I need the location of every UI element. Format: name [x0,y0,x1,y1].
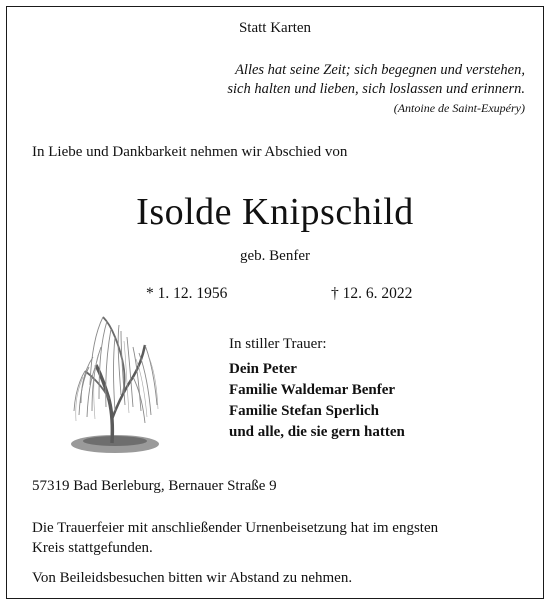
quote-line-1: Alles hat seine Zeit; sich begegnen und verstehen, [235,62,525,78]
funeral-info-line-2: Kreis stattgefunden. [32,540,153,556]
intro-text: In Liebe und Dankbarkeit nehmen wir Abschied von [32,144,348,160]
quote-source: (Antoine de Saint-Exupéry) [393,101,525,115]
maiden-name: geb. Benfer [240,248,310,264]
funeral-info-line-1: Die Trauerfeier mit anschließender Urnenbeisetzung hat im engsten [32,520,439,536]
death-date: † 12. 6. 2022 [331,285,413,302]
mourning-label: In stiller Trauer: [229,336,327,352]
mourner-name: und alle, die sie gern hatten [229,424,405,440]
mourner-name: Familie Waldemar Benfer [229,382,396,398]
mourner-name: Familie Stefan Sperlich [229,403,379,419]
quote-line-2: sich halten und lieben, sich loslassen und erinnern. [227,81,525,97]
header-statt-karten: Statt Karten [238,20,312,36]
birth-date: * 1. 12. 1956 [146,285,228,302]
weeping-willow-tree-icon [63,307,167,457]
funeral-info [32,518,502,558]
mourner-name: Dein Peter [229,361,297,377]
deceased-name: Isolde Knipschild [136,191,414,233]
quote-block [227,61,525,118]
family-address: 57319 Bad Berleburg, Bernauer Straße 9 [32,478,277,494]
obituary-card [6,6,544,599]
condolence-request: Von Beileidsbesuchen bitten wir Abstand zu nehmen. [32,570,353,586]
mourners-list [229,359,405,443]
